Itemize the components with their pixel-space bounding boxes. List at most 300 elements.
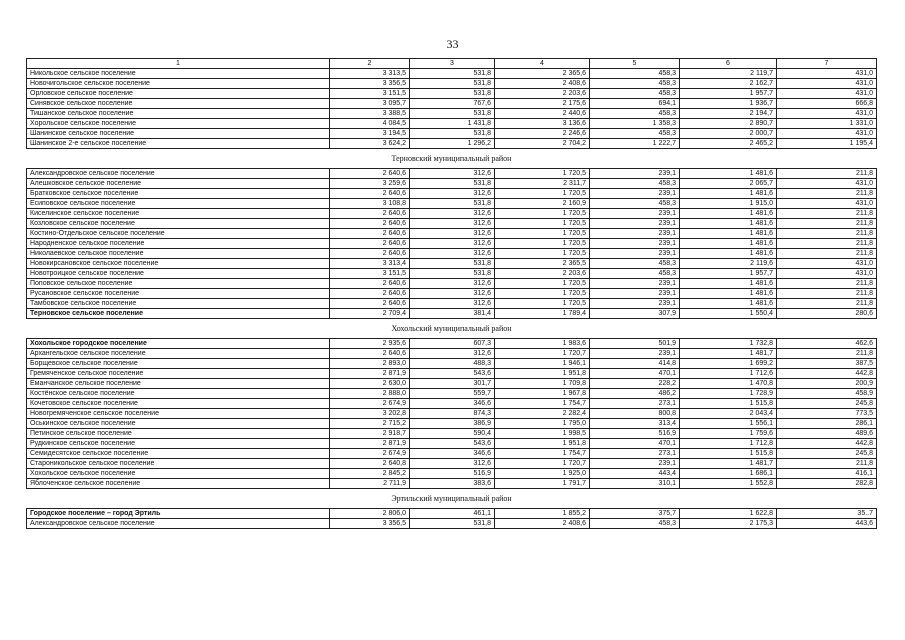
value-cell-col7: 458,9	[777, 389, 877, 399]
value-cell-col2: 3 388,5	[330, 109, 410, 119]
value-cell-col2: 3 624,2	[330, 139, 410, 149]
value-cell-col6: 2 065,7	[680, 179, 777, 189]
value-cell-col5: 458,3	[590, 519, 680, 529]
settlement-name: Русановское сельское поселение	[27, 289, 330, 299]
value-cell-col7: 286,1	[777, 419, 877, 429]
settlement-name: Петинское сельское поселение	[27, 429, 330, 439]
value-cell-col2: 2 630,0	[330, 379, 410, 389]
value-cell-col3: 346,6	[410, 399, 495, 409]
value-cell-col6: 2 043,4	[680, 409, 777, 419]
value-cell-col6: 1 481,6	[680, 229, 777, 239]
value-cell-col2: 2 806,0	[330, 509, 410, 519]
value-cell-col7: 773,5	[777, 409, 877, 419]
value-cell-col2: 3 108,8	[330, 199, 410, 209]
value-cell-col7: 431,0	[777, 79, 877, 89]
value-cell-col3: 531,8	[410, 79, 495, 89]
value-cell-col6: 1 686,1	[680, 469, 777, 479]
value-cell-col4: 1 998,5	[495, 429, 590, 439]
settlement-name: Архангельское сельское поселение	[27, 349, 330, 359]
value-cell-col5: 273,1	[590, 449, 680, 459]
value-cell-col6: 1 732,8	[680, 339, 777, 349]
value-cell-col6: 1 481,6	[680, 189, 777, 199]
section-row	[27, 319, 877, 339]
value-cell-col3: 543,6	[410, 439, 495, 449]
district-title: Эртильский муниципальный район	[27, 489, 877, 509]
value-cell-col2: 3 151,5	[330, 89, 410, 99]
value-cell-col5: 458,3	[590, 199, 680, 209]
value-cell-col6: 1 936,7	[680, 99, 777, 109]
settlement-name: Хохольское сельское поселение	[27, 469, 330, 479]
value-cell-col6: 2 000,7	[680, 129, 777, 139]
value-cell-col7: 1 331,0	[777, 119, 877, 129]
value-cell-col3: 386,9	[410, 419, 495, 429]
value-cell-col3: 312,6	[410, 299, 495, 309]
value-cell-col6: 2 194,7	[680, 109, 777, 119]
column-header: 1	[27, 59, 330, 69]
settlement-name: Шанинское сельское поселение	[27, 129, 330, 139]
value-cell-col7: 1 195,4	[777, 139, 877, 149]
table-row	[27, 69, 877, 79]
value-cell-col3: 381,4	[410, 309, 495, 319]
value-cell-col5: 1 358,3	[590, 119, 680, 129]
value-cell-col5: 486,2	[590, 389, 680, 399]
value-cell-col4: 1 855,2	[495, 509, 590, 519]
value-cell-col7: 211,8	[777, 219, 877, 229]
value-cell-col5: 239,1	[590, 219, 680, 229]
value-cell-col4: 1 925,0	[495, 469, 590, 479]
value-cell-col5: 458,3	[590, 69, 680, 79]
table-row	[27, 179, 877, 189]
value-cell-col7: 245,8	[777, 449, 877, 459]
value-cell-col7: 245,8	[777, 399, 877, 409]
value-cell-col2: 2 711,9	[330, 479, 410, 489]
value-cell-col7: 666,8	[777, 99, 877, 109]
value-cell-col6: 1 481,6	[680, 239, 777, 249]
value-cell-col4: 2 408,6	[495, 79, 590, 89]
table-row	[27, 269, 877, 279]
table-row	[27, 419, 877, 429]
page-number: 33	[446, 37, 459, 51]
value-cell-col7: 431,0	[777, 259, 877, 269]
value-cell-col5: 239,1	[590, 459, 680, 469]
table-row	[27, 209, 877, 219]
value-cell-col5: 800,8	[590, 409, 680, 419]
value-cell-col3: 543,6	[410, 369, 495, 379]
value-cell-col2: 3 202,8	[330, 409, 410, 419]
value-cell-col6: 2 890,7	[680, 119, 777, 129]
value-cell-col2: 2 674,9	[330, 449, 410, 459]
table-row	[27, 199, 877, 209]
value-cell-col4: 2 282,4	[495, 409, 590, 419]
value-cell-col4: 2 203,6	[495, 89, 590, 99]
settlement-name: Есиповское сельское поселение	[27, 199, 330, 209]
value-cell-col2: 4 084,5	[330, 119, 410, 129]
value-cell-col6: 2 119,7	[680, 69, 777, 79]
value-cell-col5: 1 222,7	[590, 139, 680, 149]
value-cell-col4: 1 946,1	[495, 359, 590, 369]
value-cell-col6: 1 481,6	[680, 169, 777, 179]
value-cell-col7: 431,0	[777, 199, 877, 209]
value-cell-col3: 1 431,8	[410, 119, 495, 129]
value-cell-col3: 312,6	[410, 459, 495, 469]
value-cell-col5: 458,3	[590, 109, 680, 119]
value-cell-col5: 458,3	[590, 129, 680, 139]
value-cell-col7: 211,8	[777, 169, 877, 179]
value-cell-col7: 200,9	[777, 379, 877, 389]
value-cell-col4: 1 720,5	[495, 239, 590, 249]
table-body	[27, 69, 877, 529]
value-cell-col3: 531,8	[410, 129, 495, 139]
value-cell-col5: 239,1	[590, 279, 680, 289]
value-cell-col3: 531,8	[410, 109, 495, 119]
value-cell-col7: 442,8	[777, 369, 877, 379]
settlement-name: Братковское сельское поселение	[27, 189, 330, 199]
value-cell-col3: 874,3	[410, 409, 495, 419]
column-header: 5	[590, 59, 680, 69]
value-cell-col7: 431,0	[777, 269, 877, 279]
value-cell-col5: 307,9	[590, 309, 680, 319]
value-cell-col2: 2 640,6	[330, 299, 410, 309]
value-cell-col7: 431,0	[777, 89, 877, 99]
value-cell-col7: 211,8	[777, 289, 877, 299]
settlement-name: Кочетовское сельское поселение	[27, 399, 330, 409]
value-cell-col2: 3 313,5	[330, 69, 410, 79]
value-cell-col5: 443,4	[590, 469, 680, 479]
value-cell-col3: 312,6	[410, 219, 495, 229]
value-cell-col6: 1 915,0	[680, 199, 777, 209]
value-cell-col4: 1 967,8	[495, 389, 590, 399]
value-cell-col2: 3 095,7	[330, 99, 410, 109]
value-cell-col3: 531,8	[410, 199, 495, 209]
value-cell-col5: 239,1	[590, 289, 680, 299]
column-header: 2	[330, 59, 410, 69]
value-cell-col7: 387,5	[777, 359, 877, 369]
table-row	[27, 409, 877, 419]
table-row	[27, 229, 877, 239]
value-cell-col4: 2 203,6	[495, 269, 590, 279]
settlement-name: Народненское сельское поселение	[27, 239, 330, 249]
table-row	[27, 99, 877, 109]
value-cell-col4: 1 951,8	[495, 439, 590, 449]
value-cell-col2: 2 893,0	[330, 359, 410, 369]
value-cell-col6: 1 481,6	[680, 289, 777, 299]
value-cell-col6: 1 728,9	[680, 389, 777, 399]
value-cell-col3: 312,6	[410, 289, 495, 299]
settlement-name: Никольское сельское поселение	[27, 69, 330, 79]
table-row	[27, 469, 877, 479]
value-cell-col4: 1 720,5	[495, 219, 590, 229]
value-cell-col7: 431,0	[777, 69, 877, 79]
value-cell-col2: 3 194,5	[330, 129, 410, 139]
value-cell-col7: 431,0	[777, 179, 877, 189]
value-cell-col4: 3 136,6	[495, 119, 590, 129]
value-cell-col2: 2 918,7	[330, 429, 410, 439]
value-cell-col3: 590,4	[410, 429, 495, 439]
value-cell-col5: 239,1	[590, 169, 680, 179]
value-cell-col2: 2 871,9	[330, 369, 410, 379]
value-cell-col2: 2 640,6	[330, 289, 410, 299]
value-cell-col6: 1 957,7	[680, 269, 777, 279]
table-row	[27, 449, 877, 459]
value-cell-col4: 2 160,9	[495, 199, 590, 209]
value-cell-col4: 1 720,5	[495, 279, 590, 289]
value-cell-col2: 2 640,6	[330, 229, 410, 239]
value-cell-col4: 1 720,5	[495, 249, 590, 259]
value-cell-col7: 211,8	[777, 209, 877, 219]
value-cell-col3: 531,8	[410, 269, 495, 279]
value-cell-col4: 1 720,5	[495, 169, 590, 179]
table-row	[27, 509, 877, 519]
value-cell-col5: 458,3	[590, 89, 680, 99]
value-cell-col4: 1 720,5	[495, 209, 590, 219]
table-row	[27, 279, 877, 289]
value-cell-col2: 2 715,2	[330, 419, 410, 429]
value-cell-col3: 346,6	[410, 449, 495, 459]
value-cell-col3: 312,6	[410, 229, 495, 239]
value-cell-col7: 280,6	[777, 309, 877, 319]
value-cell-col2: 3 356,5	[330, 79, 410, 89]
value-cell-col2: 2 640,6	[330, 219, 410, 229]
settlement-name: Терновское сельское поселение	[27, 309, 330, 319]
value-cell-col3: 767,6	[410, 99, 495, 109]
value-cell-col3: 531,8	[410, 89, 495, 99]
table-row	[27, 259, 877, 269]
value-cell-col6: 1 481,7	[680, 349, 777, 359]
value-cell-col4: 1 720,5	[495, 189, 590, 199]
value-cell-col7: 282,8	[777, 479, 877, 489]
value-cell-col6: 1 481,6	[680, 299, 777, 309]
table-row	[27, 239, 877, 249]
column-header: 7	[777, 59, 877, 69]
value-cell-col5: 458,3	[590, 79, 680, 89]
settlement-name: Тишанское сельское поселение	[27, 109, 330, 119]
table-row	[27, 129, 877, 139]
value-cell-col5: 313,4	[590, 419, 680, 429]
table-row	[27, 429, 877, 439]
value-cell-col3: 531,8	[410, 259, 495, 269]
value-cell-col2: 2 871,9	[330, 439, 410, 449]
value-cell-col4: 2 408,6	[495, 519, 590, 529]
value-cell-col5: 458,3	[590, 259, 680, 269]
value-cell-col4: 1 720,7	[495, 459, 590, 469]
value-cell-col3: 312,6	[410, 279, 495, 289]
value-cell-col3: 312,6	[410, 239, 495, 249]
value-cell-col4: 1 709,8	[495, 379, 590, 389]
value-cell-col5: 239,1	[590, 239, 680, 249]
value-cell-col2: 3 313,4	[330, 259, 410, 269]
table-row	[27, 369, 877, 379]
value-cell-col3: 531,8	[410, 519, 495, 529]
value-cell-col7: 431,0	[777, 129, 877, 139]
settlement-name: Еманчанское сельское поселение	[27, 379, 330, 389]
value-cell-col4: 2 365,5	[495, 259, 590, 269]
value-cell-col2: 2 935,6	[330, 339, 410, 349]
value-cell-col7: 462,6	[777, 339, 877, 349]
value-cell-col3: 516,9	[410, 469, 495, 479]
table-row	[27, 299, 877, 309]
value-cell-col6: 1 699,2	[680, 359, 777, 369]
value-cell-col2: 2 640,6	[330, 209, 410, 219]
column-header: 3	[410, 59, 495, 69]
table-row	[27, 519, 877, 529]
value-cell-col3: 312,6	[410, 189, 495, 199]
value-cell-col2: 2 888,0	[330, 389, 410, 399]
value-cell-col4: 1 754,7	[495, 449, 590, 459]
value-cell-col3: 488,3	[410, 359, 495, 369]
value-cell-col4: 2 365,6	[495, 69, 590, 79]
value-cell-col5: 375,7	[590, 509, 680, 519]
table-row	[27, 399, 877, 409]
table-row	[27, 379, 877, 389]
value-cell-col4: 2 175,6	[495, 99, 590, 109]
settlement-name: Хохольское городское поселение	[27, 339, 330, 349]
settlement-name: Костино-Отдельское сельское поселение	[27, 229, 330, 239]
value-cell-col5: 239,1	[590, 209, 680, 219]
value-cell-col6: 1 481,6	[680, 219, 777, 229]
value-cell-col6: 1 712,8	[680, 439, 777, 449]
table-row	[27, 169, 877, 179]
value-cell-col7: 211,8	[777, 299, 877, 309]
settlement-name: Городское поселение – город Эртиль	[27, 509, 330, 519]
table-row	[27, 79, 877, 89]
value-cell-col5: 239,1	[590, 189, 680, 199]
value-cell-col4: 1 720,5	[495, 299, 590, 309]
table-row	[27, 479, 877, 489]
value-cell-col7: 211,8	[777, 349, 877, 359]
settlement-name: Шанинское 2-е сельское поселение	[27, 139, 330, 149]
settlement-name: Хорольское сельское поселение	[27, 119, 330, 129]
settlement-name: Алешковское сельское поселение	[27, 179, 330, 189]
value-cell-col4: 1 983,6	[495, 339, 590, 349]
settlement-name: Староникольское сельское поселение	[27, 459, 330, 469]
settlement-name: Поповское сельское поселение	[27, 279, 330, 289]
value-cell-col3: 301,7	[410, 379, 495, 389]
table-row	[27, 389, 877, 399]
value-cell-col4: 2 704,2	[495, 139, 590, 149]
value-cell-col2: 2 709,4	[330, 309, 410, 319]
value-cell-col6: 1 622,8	[680, 509, 777, 519]
settlement-name: Рудкинское сельское поселение	[27, 439, 330, 449]
value-cell-col5: 458,3	[590, 179, 680, 189]
value-cell-col6: 1 470,8	[680, 379, 777, 389]
value-cell-col5: 516,9	[590, 429, 680, 439]
value-cell-col6: 1 515,8	[680, 449, 777, 459]
value-cell-col2: 2 640,6	[330, 169, 410, 179]
table-row	[27, 109, 877, 119]
value-cell-col3: 531,8	[410, 69, 495, 79]
value-cell-col7: 211,8	[777, 279, 877, 289]
value-cell-col6: 2 465,2	[680, 139, 777, 149]
value-cell-col7: 211,8	[777, 229, 877, 239]
value-cell-col7: 211,8	[777, 249, 877, 259]
column-header: 6	[680, 59, 777, 69]
value-cell-col7: 211,8	[777, 189, 877, 199]
value-cell-col4: 1 720,7	[495, 349, 590, 359]
settlement-name: Николаевское сельское поселение	[27, 249, 330, 259]
value-cell-col6: 2 119,6	[680, 259, 777, 269]
value-cell-col2: 2 674,9	[330, 399, 410, 409]
value-cell-col2: 2 640,6	[330, 249, 410, 259]
settlement-name: Семидесятское сельское поселение	[27, 449, 330, 459]
value-cell-col6: 2 175,3	[680, 519, 777, 529]
value-cell-col6: 1 481,6	[680, 279, 777, 289]
value-cell-col5: 470,1	[590, 439, 680, 449]
value-cell-col6: 1 552,8	[680, 479, 777, 489]
district-title: Хохольский муниципальный район	[27, 319, 877, 339]
value-cell-col2: 3 151,5	[330, 269, 410, 279]
settlement-name: Александровское сельское поселение	[27, 169, 330, 179]
table-row	[27, 339, 877, 349]
value-cell-col5: 239,1	[590, 349, 680, 359]
value-cell-col3: 531,8	[410, 179, 495, 189]
settlement-name: Гремяченское сельское поселение	[27, 369, 330, 379]
value-cell-col5: 501,9	[590, 339, 680, 349]
value-cell-col3: 312,6	[410, 349, 495, 359]
settlement-name: Новотроицкое сельское поселение	[27, 269, 330, 279]
table-row	[27, 349, 877, 359]
value-cell-col6: 1 556,1	[680, 419, 777, 429]
settlement-name: Яблоченское сельское поселение	[27, 479, 330, 489]
settlement-name: Новочигольское сельское поселение	[27, 79, 330, 89]
table-row	[27, 459, 877, 469]
value-cell-col4: 1 791,7	[495, 479, 590, 489]
budget-table	[26, 58, 877, 529]
value-cell-col5: 239,1	[590, 299, 680, 309]
value-cell-col2: 3 356,5	[330, 519, 410, 529]
value-cell-col2: 2 845,2	[330, 469, 410, 479]
value-cell-col6: 1 957,7	[680, 89, 777, 99]
value-cell-col5: 228,2	[590, 379, 680, 389]
section-row	[27, 149, 877, 169]
value-cell-col4: 1 720,5	[495, 229, 590, 239]
settlement-name: Борщевское сельское поселение	[27, 359, 330, 369]
settlement-name: Козловское сельское поселение	[27, 219, 330, 229]
value-cell-col3: 559,7	[410, 389, 495, 399]
value-cell-col4: 1 795,0	[495, 419, 590, 429]
value-cell-col2: 3 259,6	[330, 179, 410, 189]
value-cell-col4: 2 311,7	[495, 179, 590, 189]
value-cell-col6: 1 759,6	[680, 429, 777, 439]
settlement-name: Тамбовское сельское поселение	[27, 299, 330, 309]
table-row	[27, 249, 877, 259]
value-cell-col6: 1 515,8	[680, 399, 777, 409]
value-cell-col5: 414,8	[590, 359, 680, 369]
value-cell-col5: 239,1	[590, 229, 680, 239]
settlement-name: Синявское сельское поселение	[27, 99, 330, 109]
value-cell-col2: 2 640,6	[330, 349, 410, 359]
value-cell-col2: 2 640,6	[330, 189, 410, 199]
value-cell-col3: 383,6	[410, 479, 495, 489]
table-row	[27, 289, 877, 299]
value-cell-col4: 2 440,6	[495, 109, 590, 119]
value-cell-col3: 1 296,2	[410, 139, 495, 149]
value-cell-col7: 211,8	[777, 239, 877, 249]
value-cell-col5: 470,1	[590, 369, 680, 379]
value-cell-col7: 35..7	[777, 509, 877, 519]
value-cell-col5: 458,3	[590, 269, 680, 279]
table-row	[27, 119, 877, 129]
table-row	[27, 139, 877, 149]
value-cell-col4: 1 951,8	[495, 369, 590, 379]
value-cell-col4: 1 720,5	[495, 289, 590, 299]
header-row	[27, 59, 877, 69]
district-title: Терновский муниципальный район	[27, 149, 877, 169]
settlement-name: Александровское сельское поселение	[27, 519, 330, 529]
settlement-name: Новокирсановское сельское поселение	[27, 259, 330, 269]
value-cell-col7: 211,8	[777, 459, 877, 469]
table-row	[27, 359, 877, 369]
settlement-name: Костёнское сельское поселение	[27, 389, 330, 399]
